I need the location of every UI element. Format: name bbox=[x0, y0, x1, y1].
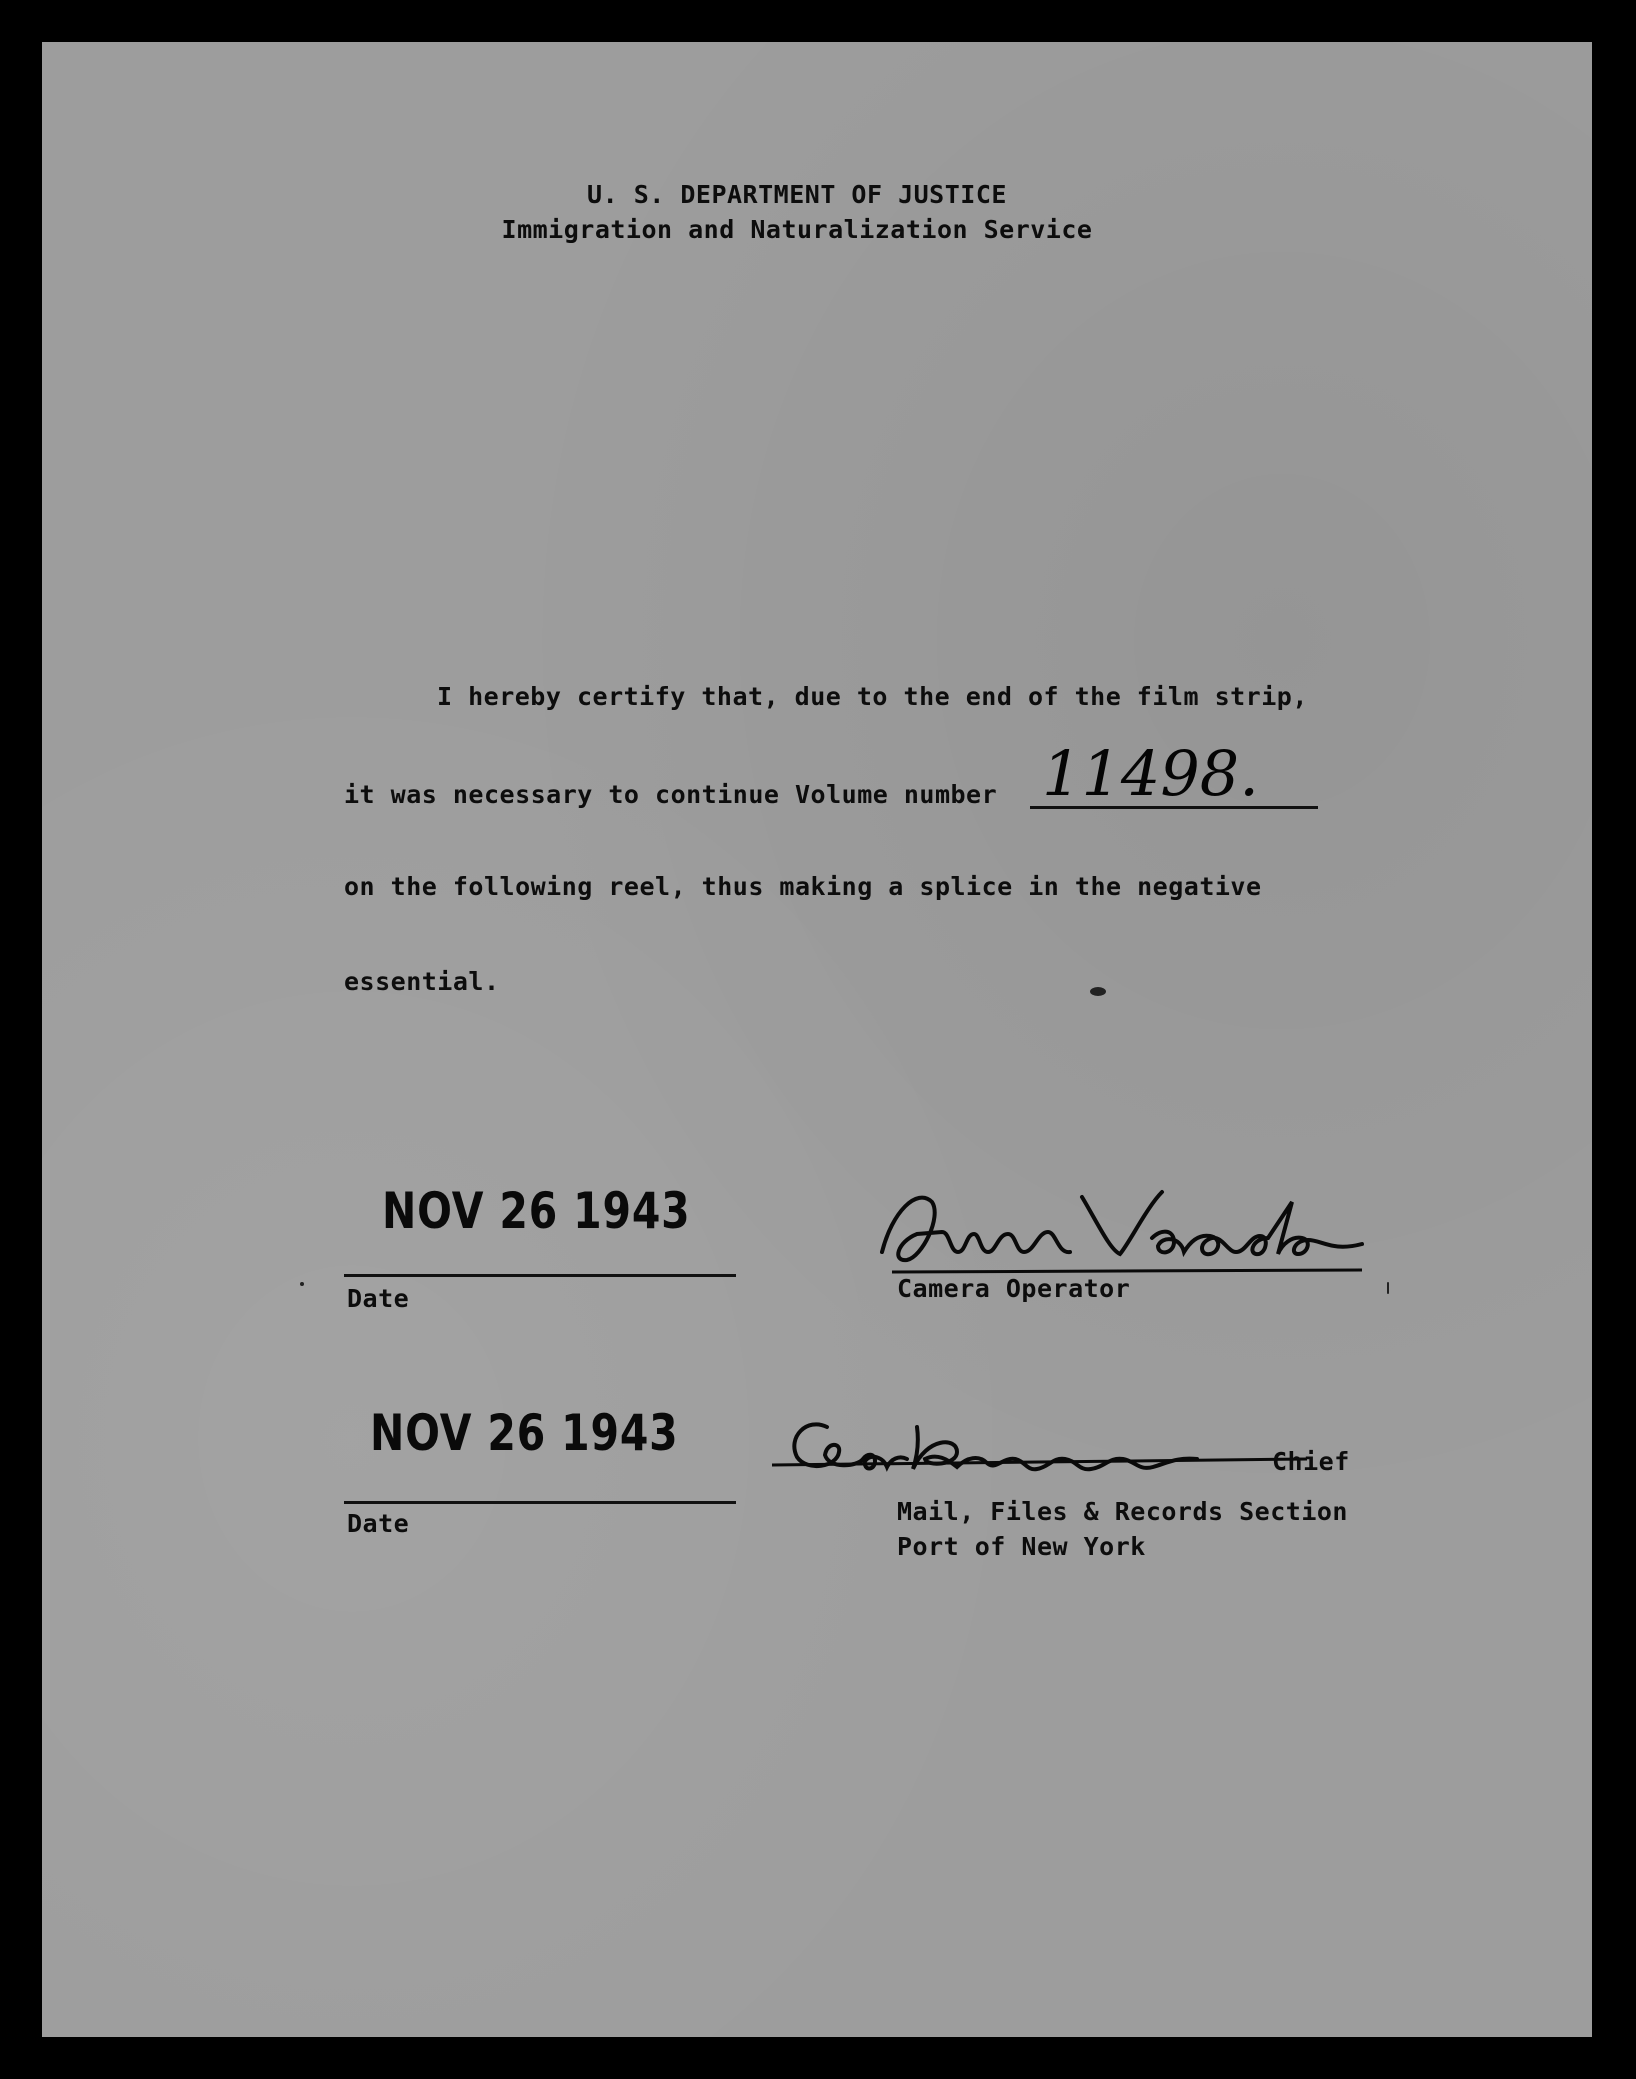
date-stamp-2: NOV 26 1943 bbox=[370, 1404, 679, 1462]
date-label-2: Date bbox=[347, 1509, 410, 1538]
camera-operator-title: Camera Operator bbox=[897, 1274, 1131, 1303]
date-label-1: Date bbox=[347, 1284, 410, 1313]
date-line-2 bbox=[344, 1501, 736, 1504]
certify-line-2: it was necessary to continue Volume number bbox=[344, 780, 998, 809]
department-title: U. S. DEPARTMENT OF JUSTICE bbox=[587, 180, 1007, 209]
volume-number-underline bbox=[1030, 806, 1318, 809]
ink-speck bbox=[1387, 1282, 1389, 1294]
document-header bbox=[42, 180, 1592, 244]
ink-speck bbox=[1090, 987, 1106, 996]
volume-number: 11498. bbox=[1042, 737, 1259, 810]
camera-operator-signature bbox=[862, 1172, 1382, 1282]
chief-title-suffix: Chief bbox=[1272, 1447, 1350, 1476]
records-section-title: Mail, Files & Records Section bbox=[897, 1497, 1348, 1526]
records-chief-signature bbox=[767, 1397, 1327, 1487]
certify-line-4: essential. bbox=[344, 967, 500, 996]
certify-line-3: on the following reel, thus making a splice in the negative bbox=[344, 872, 1262, 901]
ink-speck bbox=[300, 1282, 304, 1286]
service-title: Immigration and Naturalization Service bbox=[501, 215, 1093, 244]
date-line-1 bbox=[344, 1274, 736, 1277]
document-page bbox=[42, 42, 1592, 2037]
date-stamp-1: NOV 26 1943 bbox=[382, 1182, 691, 1240]
port-title: Port of New York bbox=[897, 1532, 1146, 1561]
certify-line-1: I hereby certify that, due to the end of the film strip, bbox=[437, 682, 1308, 711]
